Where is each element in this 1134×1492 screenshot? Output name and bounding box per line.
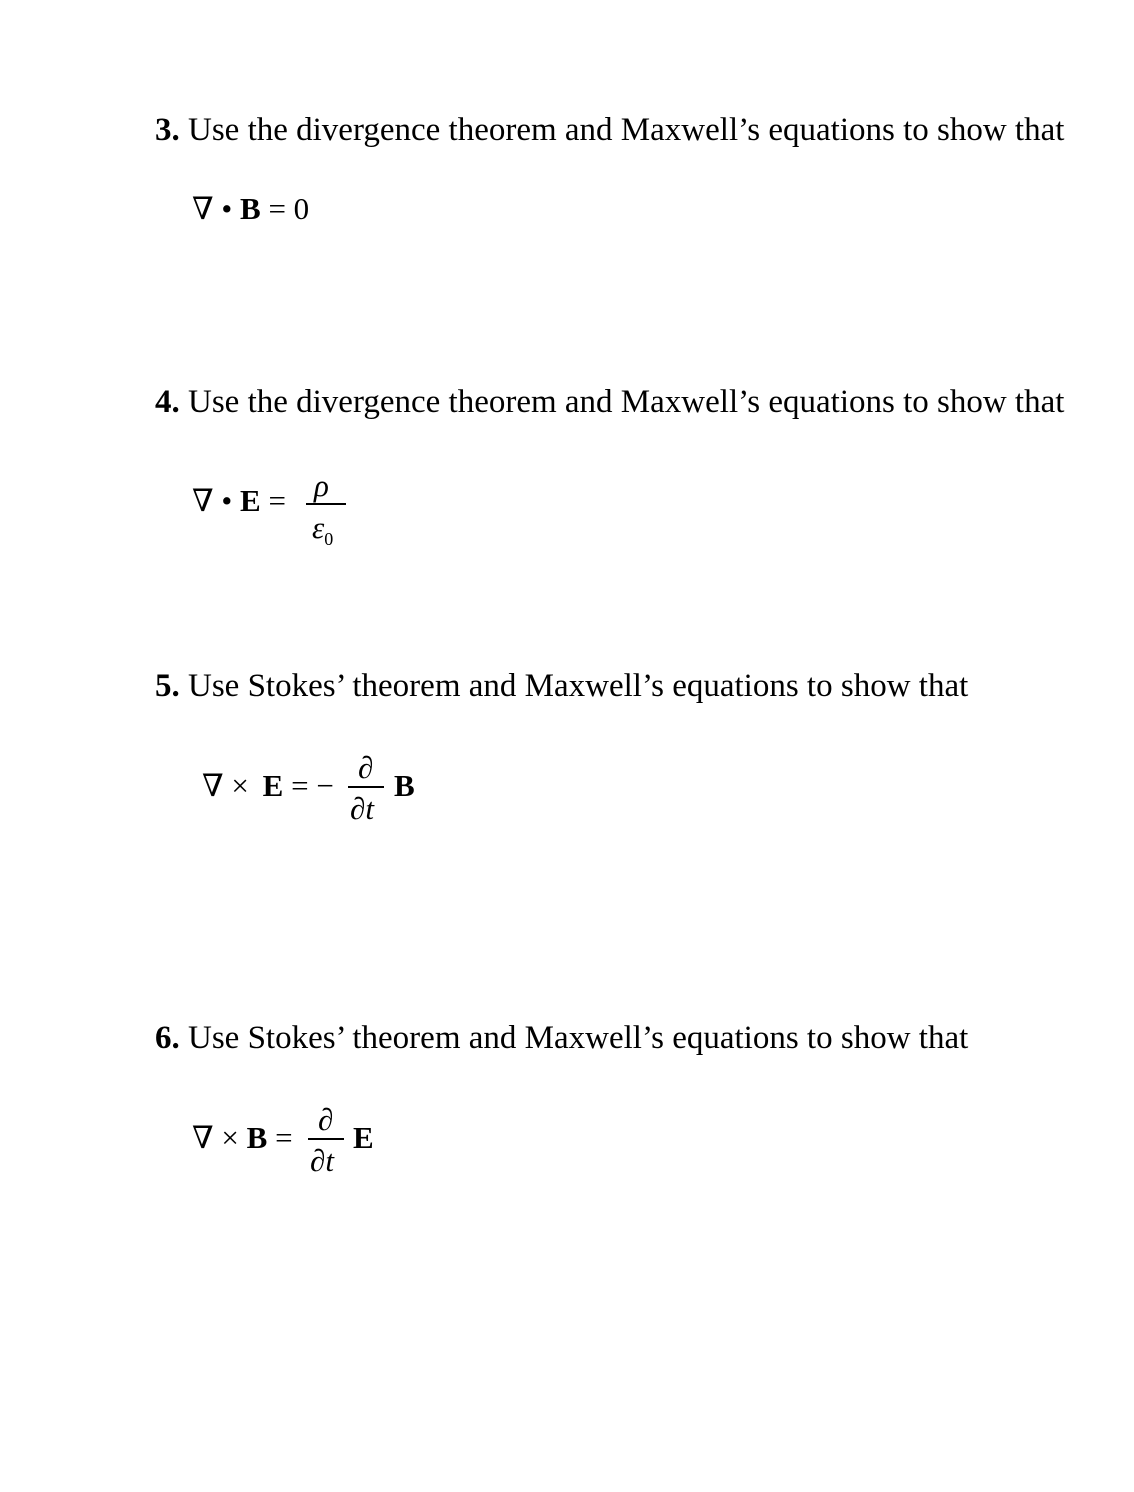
divergence-operator: ∇ • — [192, 483, 233, 518]
denominator-partial-t: ∂t — [350, 791, 374, 826]
problem-6-rhs — [353, 1122, 374, 1153]
problem-4-number: 4. — [155, 384, 180, 420]
problem-6-number: 6. — [155, 1020, 180, 1056]
problem-3-number: 3. — [155, 112, 180, 148]
equals-sign: = — [268, 483, 286, 518]
curl-operator: ∇ × — [202, 768, 249, 803]
numerator-partial: ∂ — [358, 750, 374, 785]
numerator-partial: ∂ — [318, 1102, 334, 1137]
problem-5-equation — [202, 770, 334, 801]
equals-sign: = — [268, 191, 286, 226]
vector-b: B — [240, 191, 261, 226]
problem-4-equation — [192, 485, 286, 516]
problem-3-statement — [155, 114, 1064, 147]
problem-6-text: Use Stokes’ theorem and Maxwell’s equations to show that — [188, 1020, 969, 1056]
problem-4-statement — [155, 386, 1064, 419]
problem-3-equation — [192, 193, 309, 224]
fraction-bar — [348, 786, 384, 788]
problem-5-text: Use Stokes’ theorem and Maxwell’s equations to show that — [188, 668, 969, 704]
denominator-partial-t: ∂t — [310, 1143, 334, 1178]
problem-6-statement — [155, 1022, 968, 1055]
equals-sign: = — [275, 1120, 293, 1155]
minus-sign: − — [316, 768, 334, 803]
fraction-bar — [306, 503, 346, 505]
vector-e: E — [262, 768, 284, 803]
fraction-rho-over-epsilon — [306, 470, 346, 550]
problem-5-statement — [155, 670, 968, 703]
epsilon-subscript: 0 — [324, 529, 334, 550]
rhs-zero: 0 — [293, 191, 310, 226]
problem-4-text: Use the divergence theorem and Maxwell’s equations to show that — [188, 384, 1065, 420]
vector-e: E — [353, 1120, 374, 1155]
fraction-bar — [308, 1138, 344, 1140]
vector-b: B — [246, 1120, 268, 1155]
problem-3-text: Use the divergence theorem and Maxwell’s equations to show that — [188, 112, 1065, 148]
problem-6-equation — [192, 1122, 293, 1153]
curl-operator: ∇ × — [192, 1120, 239, 1155]
problem-5-rhs — [394, 770, 415, 801]
problem-5-number: 5. — [155, 668, 180, 704]
denominator-epsilon: $\varepsilon_0$ — [312, 510, 334, 550]
equals-sign: = — [291, 768, 309, 803]
vector-e: E — [240, 483, 261, 518]
vector-b: B — [394, 768, 415, 803]
divergence-operator: ∇ • — [192, 191, 233, 226]
fraction-partial-over-partial-t — [348, 752, 384, 832]
numerator-rho: ρ — [314, 468, 329, 503]
fraction-partial-over-partial-t — [308, 1104, 344, 1184]
